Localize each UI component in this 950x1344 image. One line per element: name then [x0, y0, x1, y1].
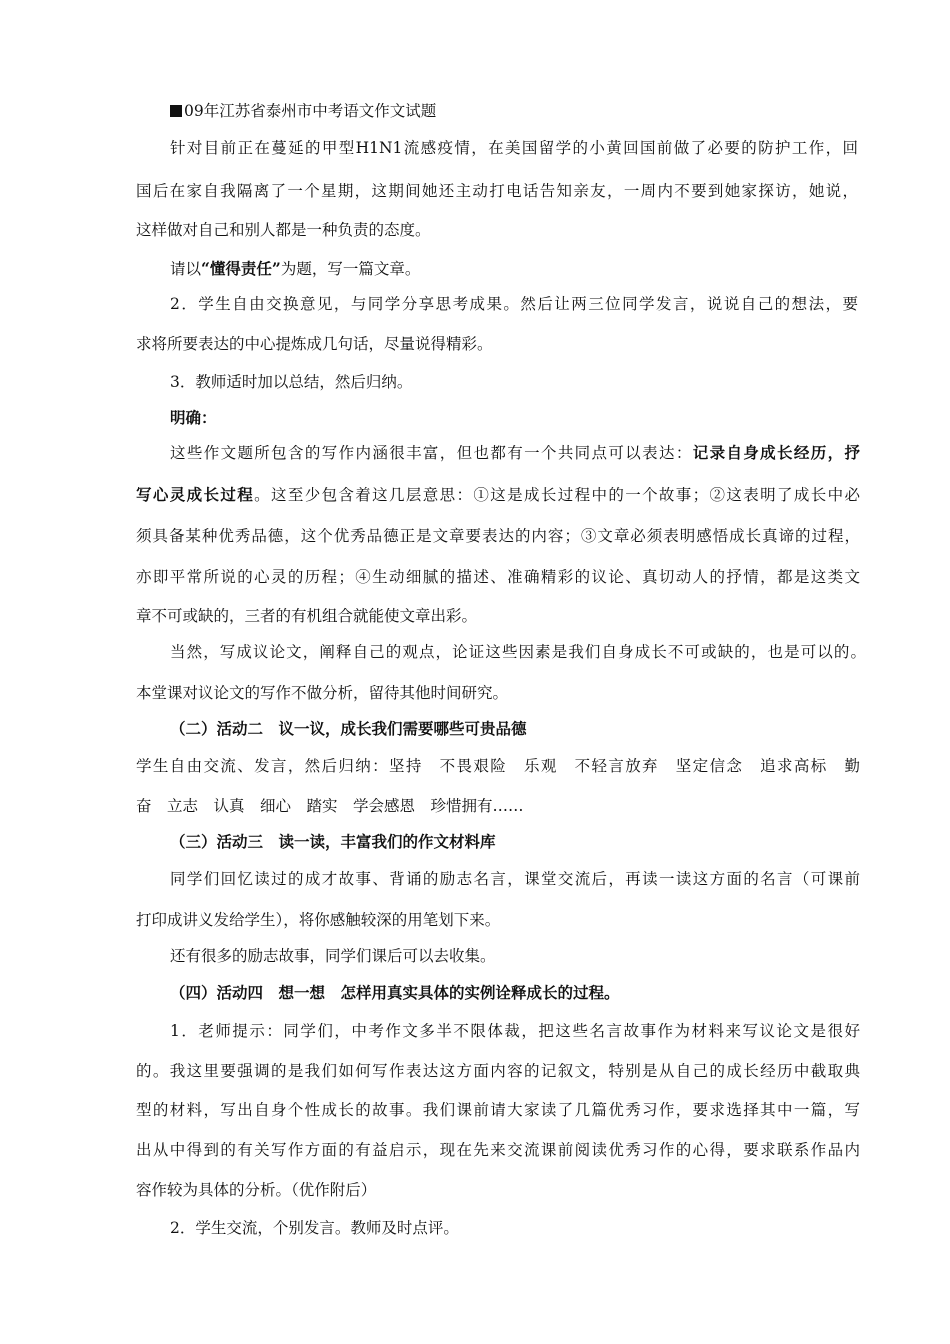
clarify-line-4: 亦即平常所说的心灵的历程；④生动细腻的描述、准确精彩的议论、真切动人的抒情，都是这类文 — [136, 568, 860, 586]
activity4-line-5: 容作较为具体的分析。（优作附后） — [136, 1181, 377, 1199]
step2-line-1: 2．学生自由交换意见，与同学分享思考成果。然后让两三位同学发言，说说自己的想法，要 — [170, 295, 858, 313]
activity3-line-3: 还有很多的励志故事，同学们课后可以去收集。 — [170, 947, 496, 965]
activity4-line-6: 2．学生交流，个别发言。教师及时点评。 — [170, 1219, 459, 1237]
exam-title-line: 09年江苏省泰州市中考语文作文试题 — [170, 100, 436, 122]
activity4-line-2: 的。我这里要强调的是我们如何写作表达这方面内容的记叙文，特别是从自己的成长经历中截取典 — [136, 1062, 860, 1080]
step3-line: 3．教师适时加以总结，然后归纳。 — [170, 373, 413, 391]
clarify-label: 明确： — [170, 408, 217, 427]
clarify-line-5: 章不可或缺的，三者的有机组合就能使文章出彩。 — [136, 607, 478, 625]
activity4-line-3: 型的材料，写出自身个性成长的故事。我们课前请大家读了几篇优秀习作，要求选择其中一篇，写 — [136, 1101, 860, 1119]
activity4-line-1: 1．老师提示：同学们，中考作文多半不限体裁，把这些名言故事作为材料来写议论文是很好 — [170, 1022, 860, 1040]
activity3-line-2: 打印成讲义发给学生），将你感触较深的用笔划下来。 — [136, 911, 501, 929]
activity4-line-4: 出从中得到的有关写作方面的有益启示，现在先来交流课前阅读优秀习作的心得，要求联系作品内 — [136, 1141, 860, 1159]
activity4-heading: （四）活动四 想一想 怎样用真实具体的实例诠释成长的过程。 — [170, 983, 620, 1002]
activity3-line-1: 同学们回忆读过的成才故事、背诵的励志名言，课堂交流后，再读一读这方面的名言（可课前 — [170, 870, 860, 888]
activity2-heading: （二）活动二 议一议，成长我们需要哪些可贵品德 — [170, 719, 527, 738]
clarify-line-2: 写心灵成长过程。这至少包含着这几层意思：①这是成长过程中的一个故事；②这表明了成长中必 — [136, 485, 860, 504]
intro-line-2: 国后在家自我隔离了一个星期，这期间她还主动打电话告知亲友，一周内不要到她家探访，她说， — [136, 182, 858, 200]
argument-line-2: 本堂课对议论文的写作不做分析，留待其他时间研究。 — [136, 684, 509, 702]
black-square-bullet-icon — [170, 105, 182, 117]
argument-line-1: 当然，写成议论文，阐释自己的观点，论证这些因素是我们自身成长不可或缺的，也是可以的。 — [170, 643, 866, 661]
step2-line-2: 求将所要表达的中心提炼成几句话，尽量说得精彩。 — [136, 335, 493, 353]
activity3-heading: （三）活动三 读一读，丰富我们的作文材料库 — [170, 832, 496, 851]
activity2-line-2: 奋 立志 认真 细心 踏实 学会感恩 珍惜拥有…… — [136, 797, 524, 815]
intro-line-3: 这样做对自己和别人都是一种负责的态度。 — [136, 221, 431, 239]
intro-line-1: 针对目前正在蔓延的甲型H1N1流感疫情，在美国留学的小黄回国前做了必要的防护工作，回 — [170, 139, 858, 157]
essay-topic: “懂得责任” — [201, 259, 281, 278]
clarify-line-3: 须具备某种优秀品德，这个优秀品德正是文章要表达的内容；③文章必须表明感悟成长真谛的过程， — [136, 527, 860, 545]
clarify-line-1: 这些作文题所包含的写作内涵很丰富，但也都有一个共同点可以表达：记录自身成长经历，抒 — [170, 443, 860, 462]
essay-prompt: 请以“懂得责任”为题，写一篇文章。 — [170, 259, 421, 278]
activity2-line-1: 学生自由交流、发言，然后归纳：坚持 不畏艰险 乐观 不轻言放弃 坚定信念 追求高标 勤 — [136, 757, 860, 775]
